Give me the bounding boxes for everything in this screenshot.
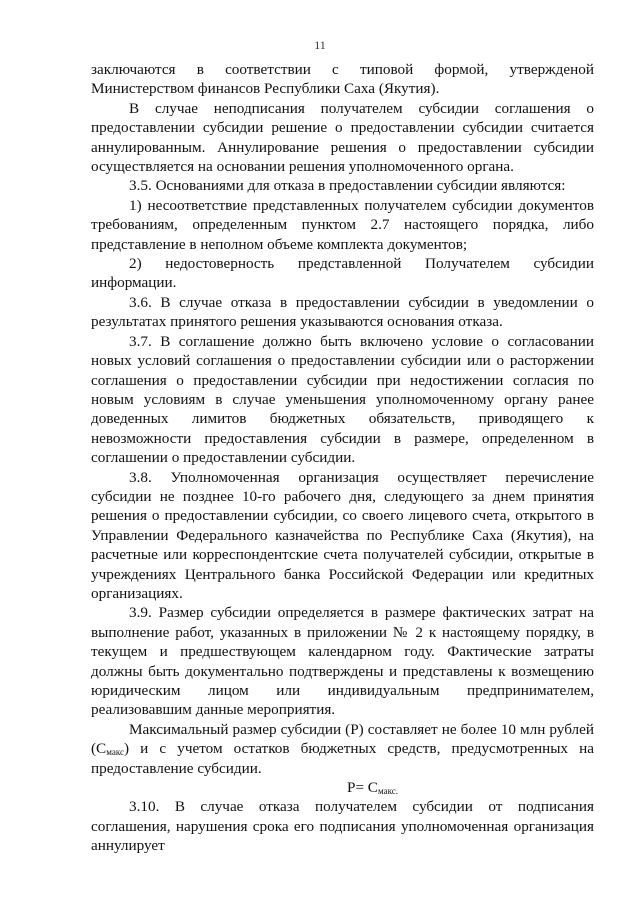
max-size-subscript: макс bbox=[106, 747, 124, 758]
list-item: 1) несоответствие представленных получателем субсидии документов требованиям, определенным пунктом 2.7 настоящего порядка, либо представление в неполном объеме комплекта документов; bbox=[91, 196, 594, 253]
paragraph: 3.6. В случае отказа в предоставлении субсидии в уведомлении о результатах принятого решения указываются основания отказа. bbox=[91, 293, 594, 331]
document-body bbox=[91, 60, 594, 856]
max-size-text: Максимальный размер субсидии (Р) составляет не более 10 млн рублей (С bbox=[91, 720, 594, 758]
formula-subscript: макс. bbox=[377, 786, 398, 797]
paragraph: В случае неподписания получателем субсидии соглашения о предоставлении субсидии решение о предоставлении субсидии считается аннулированным. Аннулирование решения о предоставлении субсидии осуществляется на основании решения уполномоченного органа. bbox=[91, 99, 594, 176]
formula bbox=[91, 778, 594, 797]
max-size-text-cont: ) и с учетом остатков бюджетных средств, предусмотренных на предоставление субсидии. bbox=[91, 740, 594, 777]
paragraph: 3.10. В случае отказа получателем субсидии от подписания соглашения, нарушения срока его подписания уполномоченная организация аннулирует bbox=[91, 798, 594, 855]
paragraph: 3.7. В соглашение должно быть включено условие о согласовании новых условий соглашения о предоставлении субсидии или о расторжении соглашения о предоставлении субсидии при недостижении согласия по новым условиям в случае уменьшения уполномоченному органу ранее доведенных лимитов бюджетных обязательств, приводящего к невозможности предоставления субсидии в размере, определенном в соглашении о предоставлении субсидии. bbox=[91, 332, 594, 467]
paragraph: заключаются в соответствии с типовой формой, утвержденой Министерством финансов Республики Саха (Якутия). bbox=[91, 61, 594, 98]
formula-main: Р= С bbox=[347, 779, 378, 797]
paragraph: 3.5. Основаниями для отказа в предоставлении субсидии являются: bbox=[129, 177, 566, 195]
paragraph: 3.9. Размер субсидии определяется в размере фактических затрат на выполнение работ, указанных в приложении № 2 к настоящему порядку, в текущем и предшествующем календарном году. Фактические затраты должны быть документально подтверждены и представлены к возмещению юридическим лицом или индивидуальным предпринимателем, реализовавшим данные мероприятия. bbox=[91, 604, 594, 719]
max-size-paragraph bbox=[91, 720, 594, 778]
page-number: 11 bbox=[314, 38, 326, 52]
list-item: 2) недостоверность представленной Получателем субсидии информации. bbox=[91, 255, 594, 292]
paragraph: 3.8. Уполномоченная организация осуществляет перечисление субсидии не позднее 10-го рабочего дня, следующего за днем принятия решения о предоставлении субсидии, со своего лицевого счета, открытого в Управлении Федерального казначейства по Республике Саха (Якутия), на расчетные или корреспондентские счета получателей субсидии, открытые в учреждениях Центрального банка Российской Федерации или кредитных организациях. bbox=[91, 468, 594, 602]
